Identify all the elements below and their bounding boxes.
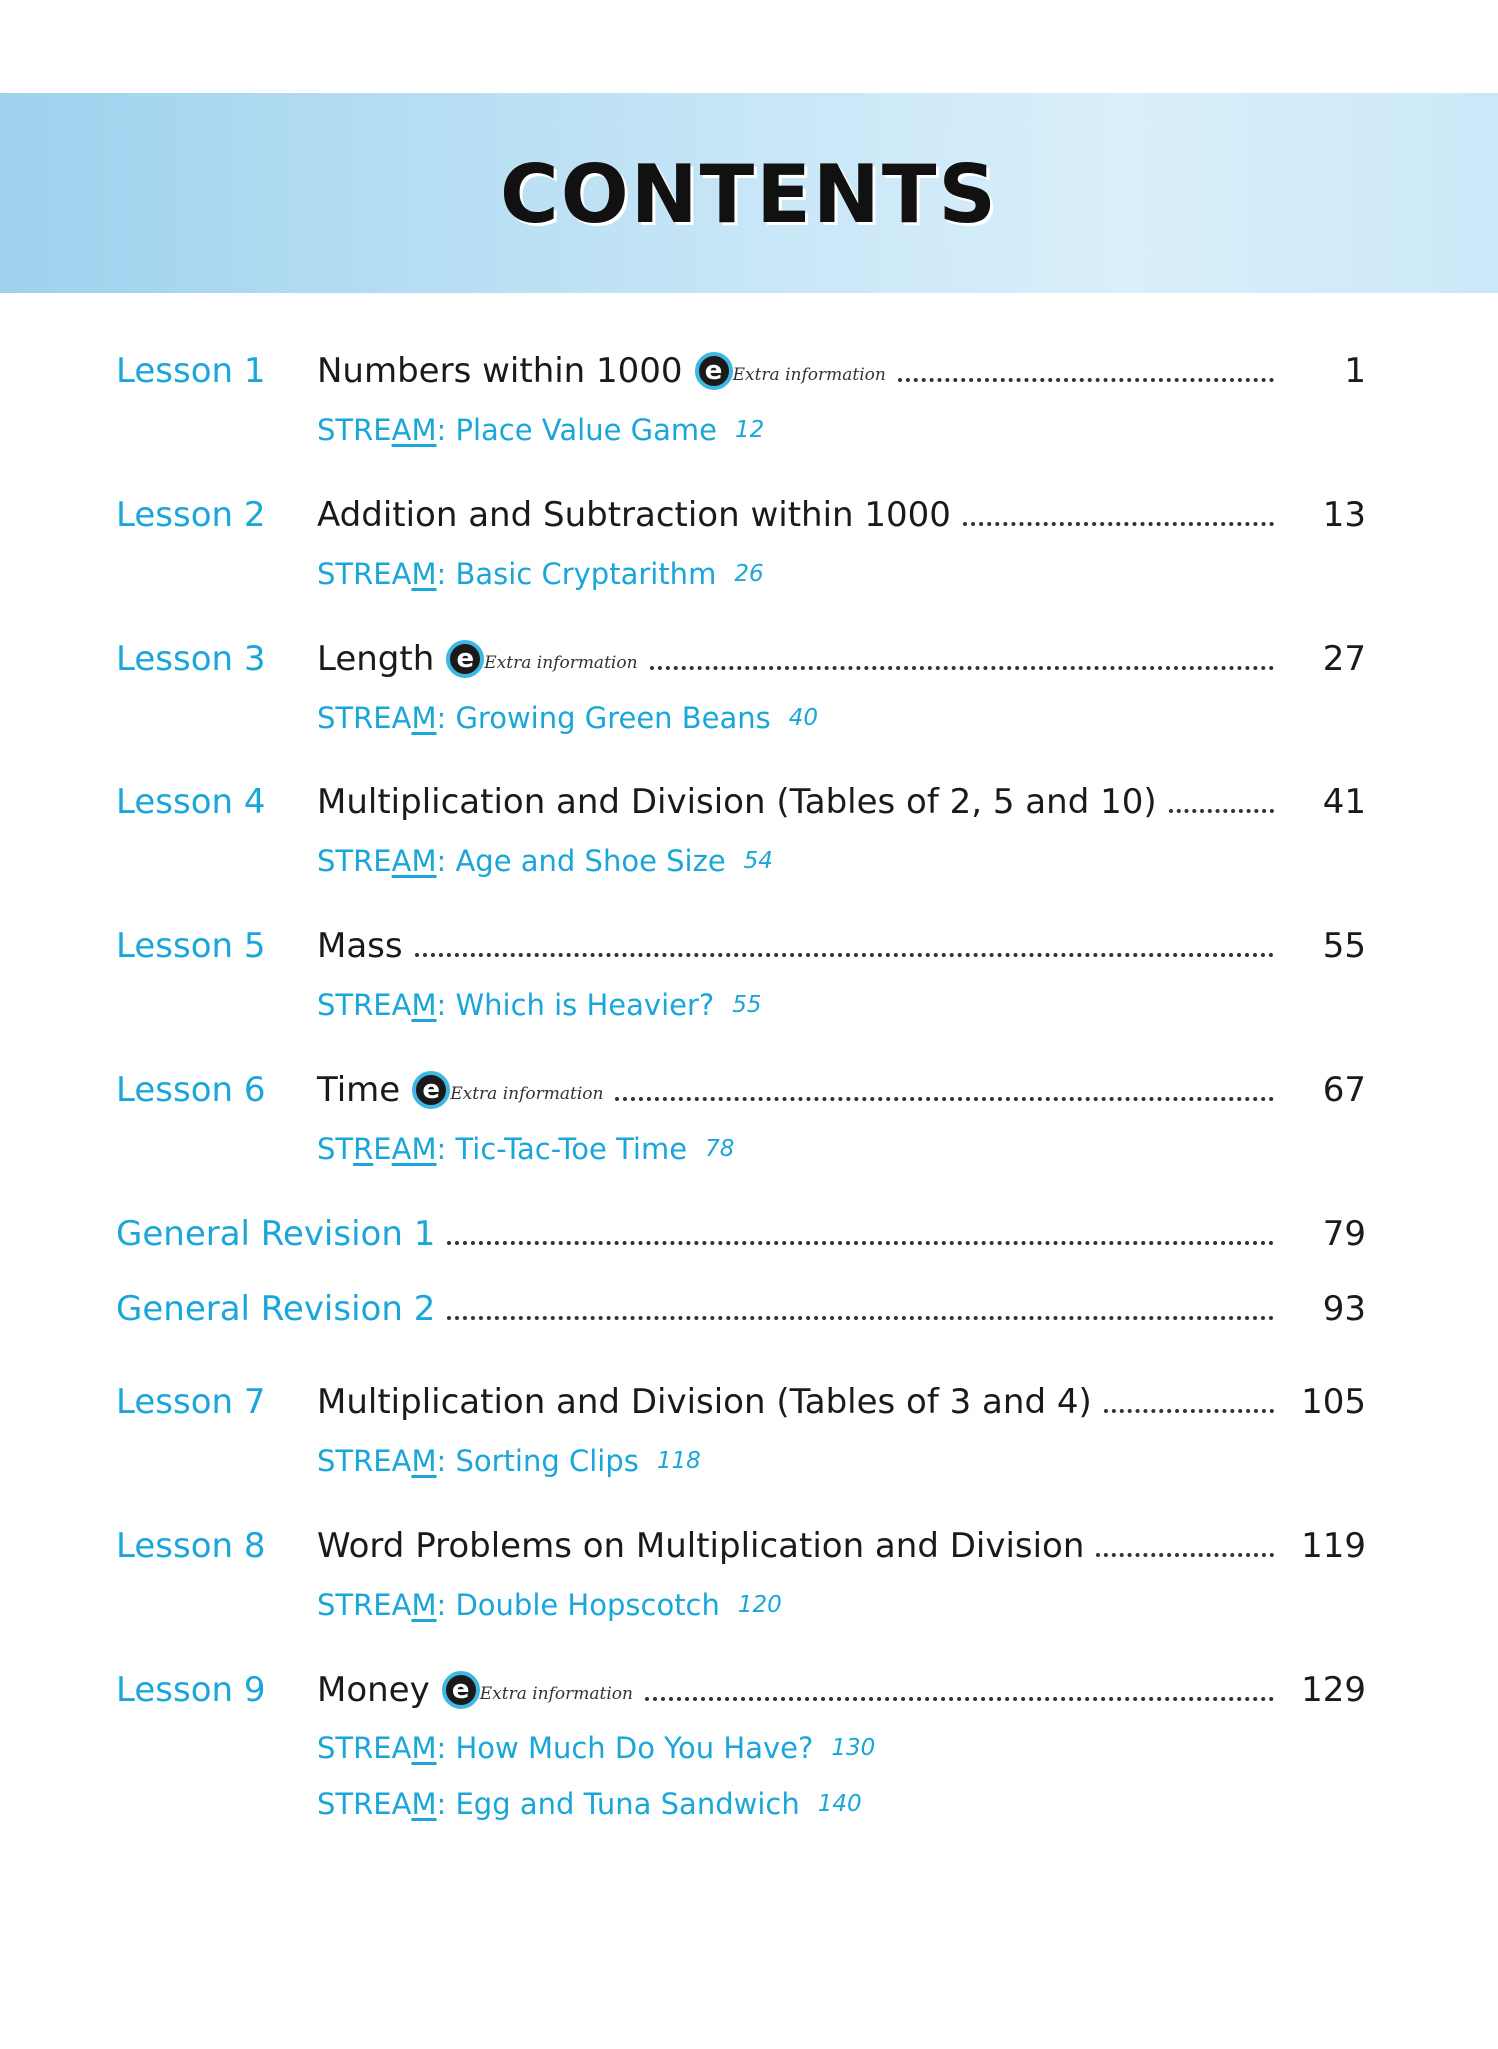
stream-page-number: 118: [656, 1448, 701, 1474]
stream-entry[interactable]: ST R E AM : Tic-Tac-Toe Time 78: [317, 1132, 735, 1166]
stream-page-number: 55: [732, 992, 762, 1018]
toc-entry-lesson-4[interactable]: [116, 777, 1366, 827]
lesson-label: Lesson 4: [116, 782, 266, 822]
stream-entry[interactable]: STREA M : How Much Do You Have? 130: [317, 1731, 876, 1765]
page-title: CONTENTS: [499, 148, 999, 241]
lesson-title: Mass: [317, 926, 403, 966]
lesson-label: Lesson 1: [116, 351, 266, 391]
stream-page-number: 78: [705, 1136, 735, 1162]
stream-entry[interactable]: STREA M : Egg and Tuna Sandwich 140: [317, 1787, 862, 1821]
dot-leader: [447, 1316, 1274, 1320]
page-number: 13: [1322, 495, 1366, 535]
page-number: 79: [1322, 1214, 1366, 1254]
stream-page-number: 40: [788, 705, 819, 731]
page-number: 119: [1301, 1526, 1366, 1566]
page-number: 55: [1322, 926, 1366, 966]
toc-entry-lesson-6[interactable]: [116, 1065, 1366, 1115]
lesson-label: Lesson 7: [116, 1382, 266, 1422]
dot-leader: [415, 953, 1274, 957]
extra-info-label: Extra information: [484, 653, 638, 673]
lesson-label: Lesson 8: [116, 1526, 266, 1566]
stream-entry[interactable]: STREA M : Which is Heavier? 55: [317, 988, 762, 1022]
lesson-label: Lesson 5: [116, 926, 266, 966]
lesson-label: Lesson 3: [116, 639, 266, 679]
toc-entry-lesson-1[interactable]: [116, 346, 1366, 396]
lesson-title: Multiplication and Division (Tables of 3 and 4): [317, 1382, 1092, 1422]
stream-entry[interactable]: STREA M : Double Hopscotch 120: [317, 1588, 782, 1622]
lesson-label: Lesson 2: [116, 495, 266, 535]
page-number: 105: [1301, 1382, 1366, 1422]
extra-info-icon: e: [442, 1671, 480, 1709]
page-number: 67: [1322, 1070, 1366, 1110]
extra-info-label: Extra information: [732, 365, 886, 385]
revision-label: General Revision 2: [116, 1289, 436, 1329]
dot-leader: [650, 666, 1274, 670]
toc-entry-lesson-2[interactable]: [116, 490, 1366, 540]
dot-leader: [1096, 1553, 1274, 1557]
page-number: 41: [1322, 782, 1366, 822]
stream-page-number: 26: [734, 561, 764, 587]
extra-info-icon: e: [695, 352, 733, 390]
dot-leader: [898, 378, 1274, 382]
stream-page-number: 140: [817, 1791, 862, 1817]
page-number: 93: [1322, 1289, 1366, 1329]
lesson-title: Money e Extra information: [317, 1670, 633, 1710]
extra-info-icon: e: [446, 640, 484, 678]
stream-entry[interactable]: STREA M : Sorting Clips 118: [317, 1444, 701, 1478]
dot-leader: [1169, 809, 1274, 813]
lesson-title: Length e Extra information: [317, 639, 638, 679]
lesson-title: Multiplication and Division (Tables of 2, 5 and 10): [317, 782, 1157, 822]
revision-label: General Revision 1: [116, 1214, 436, 1254]
dot-leader: [1104, 1409, 1274, 1413]
toc-entry-lesson-9[interactable]: [116, 1665, 1366, 1715]
stream-page-number: 54: [743, 848, 773, 874]
stream-page-number: 12: [734, 417, 765, 443]
toc-entry-lesson-7[interactable]: [116, 1377, 1366, 1427]
lesson-title: Numbers within 1000 e Extra information: [317, 351, 886, 391]
lesson-label: Lesson 9: [116, 1670, 266, 1710]
dot-leader: [615, 1097, 1274, 1101]
stream-entry[interactable]: STREA M : Basic Cryptarithm 26: [317, 557, 764, 591]
stream-entry[interactable]: STRE AM : Place Value Game 12: [317, 413, 765, 447]
page-number: 129: [1301, 1670, 1366, 1710]
stream-entry[interactable]: STRE AM : Age and Shoe Size 54: [317, 844, 773, 878]
lesson-title: Addition and Subtraction within 1000: [317, 495, 951, 535]
page-number: 1: [1344, 351, 1366, 391]
dot-leader: [447, 1241, 1274, 1245]
dot-leader: [963, 522, 1274, 526]
lesson-title: Word Problems on Multiplication and Division: [317, 1526, 1085, 1566]
page-number: 27: [1322, 639, 1366, 679]
extra-info-icon: e: [412, 1071, 450, 1109]
toc-entry-general-revision-1[interactable]: [116, 1209, 1366, 1259]
dot-leader: [645, 1697, 1274, 1701]
toc-entry-lesson-5[interactable]: [116, 921, 1366, 971]
toc-entry-lesson-8[interactable]: [116, 1521, 1366, 1571]
stream-page-number: 120: [737, 1592, 782, 1618]
stream-page-number: 130: [831, 1735, 876, 1761]
extra-info-label: Extra information: [479, 1684, 633, 1704]
lesson-label: Lesson 6: [116, 1070, 266, 1110]
lesson-title: Time e Extra information: [317, 1070, 604, 1110]
toc-entry-lesson-3[interactable]: [116, 634, 1366, 684]
toc-entry-general-revision-2[interactable]: [116, 1284, 1366, 1334]
extra-info-label: Extra information: [450, 1084, 604, 1104]
stream-entry[interactable]: STREA M : Growing Green Beans 40: [317, 701, 819, 735]
